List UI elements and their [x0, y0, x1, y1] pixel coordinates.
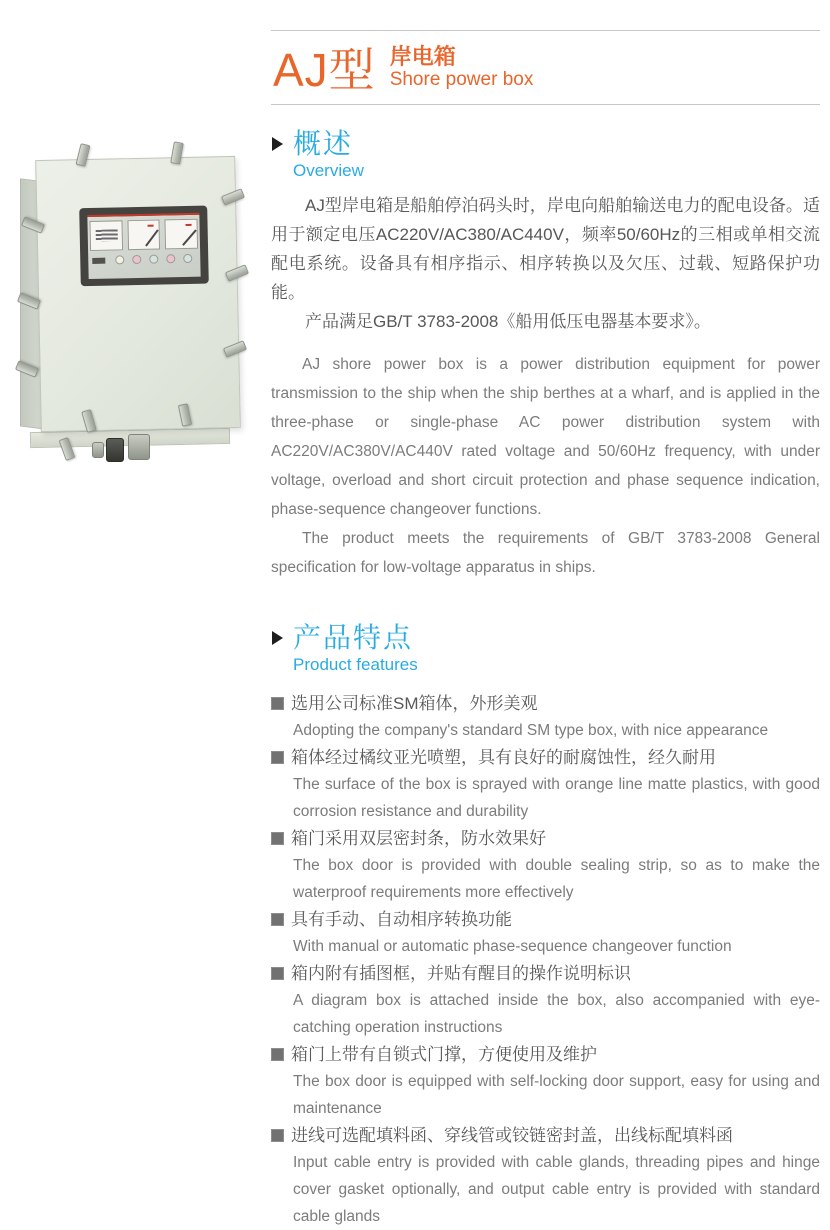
- section-features-header: [272, 622, 820, 675]
- section-title-cn: 产品特点: [293, 621, 414, 653]
- model-text: AJ型: [273, 43, 376, 96]
- feature-item: [271, 906, 820, 960]
- overview-paragraph-en: The product meets the requirements of GB/T 3783-2008 General specification for low-voltage apparatus in ships.: [271, 529, 820, 576]
- section-overview-titles: [293, 128, 364, 181]
- overview-paragraphs-en: [271, 350, 820, 582]
- product-photo: [14, 142, 262, 464]
- overview-paragraph-cn: AJ型岸电箱是船舶停泊码头时，岸电向船舶输送电力的配电设备。适用于额定电压AC220V/AC380/AC440V，频率50/60Hz的三相或单相交流配电系统。设备具有相序指示、相序转换以及欠压、过载、短路保护功能。: [271, 195, 820, 302]
- overview-paragraph-en: AJ shore power box is a power distribution equipment for power transmission to the ship when the ship berthes at a wharf, and is applied in the three-phase or single-phase AC power distribution system with AC220V/AC380V/AC440V rated voltage and 50/60Hz frequency, with under voltage, overload and short circuit protection and phase sequence indication, phase-sequence changeover functions.: [271, 355, 820, 518]
- indicator-lamp-white: [115, 255, 124, 264]
- feature-text-en: The box door is provided with double sealing strip, so as to make the waterproof requirements more effectively: [293, 856, 820, 901]
- bullet-square-icon: [271, 832, 284, 845]
- indicator-lamp-teal: [149, 255, 158, 264]
- overview-paragraph-cn: 产品满足GB/T 3783-2008《船用低压电器基本要求》。: [305, 311, 711, 331]
- feature-item: [271, 744, 820, 825]
- enclosure-front-door: [35, 156, 241, 432]
- indicator-lamp-pink: [166, 254, 175, 263]
- section-overview-header: [272, 128, 820, 181]
- bullet-square-icon: [271, 1129, 284, 1142]
- indicator-lamp-row: [88, 249, 200, 265]
- indicator-lamp-teal: [183, 254, 192, 263]
- label-plate: [92, 257, 105, 263]
- product-name-en: Shore power box: [389, 69, 534, 91]
- indicator-lamp-pink: [132, 255, 141, 264]
- content-column: [271, 0, 820, 1230]
- feature-text-cn: 进线可选配填料函、穿线管或铰链密封盖，出线标配填料函: [291, 1125, 733, 1145]
- cable-gland: [92, 442, 104, 458]
- feature-text-cn: 具有手动、自动相序转换功能: [291, 909, 512, 929]
- feature-text-cn: 箱门采用双层密封条，防水效果好: [291, 828, 546, 848]
- feature-text-en: With manual or automatic phase-sequence changeover function: [293, 937, 732, 955]
- bullet-square-icon: [271, 1048, 284, 1061]
- section-features-titles: [293, 622, 418, 675]
- meter-window: [79, 206, 209, 287]
- section-arrow-icon: [272, 137, 283, 151]
- feature-item: [271, 690, 820, 744]
- overview-paragraphs-cn: [271, 191, 820, 336]
- counter-meter: [89, 220, 122, 251]
- feature-text-cn: 选用公司标准SM箱体，外形美观: [291, 693, 538, 713]
- header-divider-bottom: [271, 104, 820, 105]
- feature-text-en: The box door is equipped with self-locking door support, easy for using and maintenance: [293, 1072, 820, 1117]
- meter-window-glass: [87, 213, 200, 279]
- feature-list: [271, 690, 820, 1230]
- bullet-square-icon: [271, 967, 284, 980]
- feature-text-en: A diagram box is attached inside the box, also accompanied with eye-catching operation instructions: [293, 991, 820, 1036]
- bullet-square-icon: [271, 913, 284, 926]
- bullet-square-icon: [271, 697, 284, 710]
- feature-text-cn: 箱内附有插图框，并贴有醒目的操作说明标识: [291, 963, 631, 983]
- section-arrow-icon: [272, 631, 283, 645]
- analog-meter: [165, 219, 198, 250]
- feature-text-en: Input cable entry is provided with cable glands, threading pipes and hinge cover gasket optionally, and output cable entry is provided with standard cable glands: [293, 1153, 820, 1225]
- product-name-block: [390, 44, 534, 94]
- cable-gland: [128, 434, 150, 460]
- product-title: [271, 31, 820, 104]
- product-name-cn: 岸电箱: [389, 44, 456, 69]
- feature-text-en: The surface of the box is sprayed with orange line matte plastics, with good corrosion resistance and durability: [293, 775, 820, 820]
- section-title-cn: 概述: [293, 128, 354, 160]
- feature-item: [271, 825, 820, 906]
- meter-row: [87, 215, 200, 251]
- analog-meter: [127, 220, 160, 251]
- feature-text-cn: 箱门上带有自锁式门撑，方便使用及维护: [291, 1044, 597, 1064]
- feature-item: [271, 1041, 820, 1122]
- feature-item: [271, 960, 820, 1041]
- feature-item: [271, 1122, 820, 1230]
- section-title-en: Product features: [293, 654, 418, 674]
- feature-text-cn: 箱体经过橘纹亚光喷塑，具有良好的耐腐蚀性，经久耐用: [291, 747, 716, 767]
- cable-gland: [106, 438, 124, 462]
- feature-text-en: Adopting the company's standard SM type box, with nice appearance: [293, 721, 769, 739]
- section-title-en: Overview: [293, 161, 364, 181]
- bullet-square-icon: [271, 751, 284, 764]
